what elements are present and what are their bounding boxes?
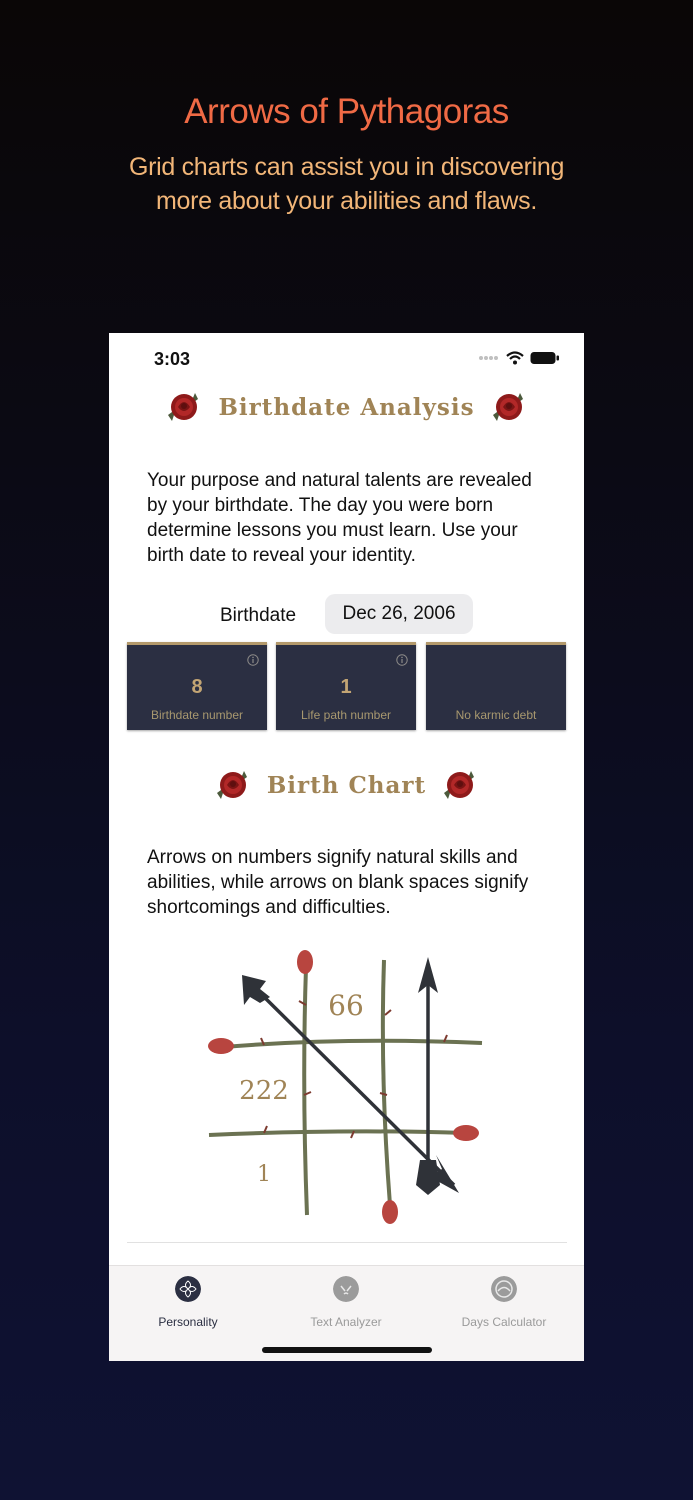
tab-text-analyzer[interactable] bbox=[267, 1276, 425, 1329]
promo-subtitle: Grid charts can assist you in discovering more about your abilities and flaws. bbox=[128, 153, 565, 215]
clover-icon bbox=[175, 1276, 201, 1302]
signal-icon bbox=[478, 355, 500, 361]
grid-stem bbox=[383, 960, 390, 1205]
rose-icon bbox=[438, 763, 482, 807]
grid-cell-222: 222 bbox=[239, 1076, 289, 1106]
birthdate-number-card[interactable] bbox=[127, 642, 267, 730]
rose-bud-icon bbox=[297, 950, 313, 974]
grid-cell-66: 66 bbox=[328, 989, 364, 1022]
arrow-fletching-icon bbox=[416, 1160, 440, 1195]
home-indicator bbox=[262, 1347, 432, 1353]
analysis-header bbox=[109, 385, 584, 429]
tab-text-analyzer-label: Text Analyzer bbox=[310, 1315, 382, 1329]
karmic-debt-label: No karmic debt bbox=[455, 708, 537, 722]
life-path-number-card[interactable] bbox=[276, 642, 416, 730]
status-time: 3:03 bbox=[154, 349, 191, 369]
info-icon[interactable] bbox=[247, 654, 259, 666]
tab-personality-label: Personality bbox=[158, 1315, 218, 1329]
birth-chart-header bbox=[109, 763, 584, 807]
birth-chart-grid bbox=[204, 945, 489, 1230]
status-icons bbox=[478, 351, 560, 365]
life-path-number-label: Life path number bbox=[300, 708, 392, 722]
rose-bud-icon bbox=[382, 1200, 398, 1224]
analysis-description: Your purpose and natural talents are revealed by your birthdate. The day you were born determine lessons you must learn. Use your birth date to reveal your identity. bbox=[147, 470, 532, 566]
tab-days-calculator[interactable] bbox=[425, 1276, 583, 1329]
battery-icon bbox=[530, 351, 560, 365]
tab-personality[interactable] bbox=[109, 1276, 267, 1329]
rose-icon bbox=[162, 385, 206, 429]
birthdate-number-value: 8 bbox=[191, 676, 203, 698]
birth-chart-title: Birth Chart bbox=[266, 771, 427, 799]
text-analyzer-icon bbox=[333, 1276, 359, 1302]
wifi-icon bbox=[506, 351, 524, 365]
grid-cell-1: 1 bbox=[257, 1162, 271, 1187]
birthdate-number-label: Birthdate number bbox=[150, 708, 244, 722]
tab-days-calculator-label: Days Calculator bbox=[461, 1315, 547, 1329]
phone-screen bbox=[109, 333, 584, 1361]
life-path-number-value: 1 bbox=[340, 676, 352, 698]
birth-chart-description: Arrows on numbers signify natural skills and abilities, while arrows on blank spaces signify shortcomings and difficulties. bbox=[147, 847, 529, 918]
karmic-debt-card[interactable] bbox=[426, 642, 566, 730]
rose-bud-icon bbox=[453, 1125, 479, 1141]
info-icon[interactable] bbox=[396, 654, 408, 666]
birthdate-label: Birthdate bbox=[220, 605, 297, 626]
number-cards bbox=[127, 642, 567, 730]
rose-icon bbox=[487, 385, 531, 429]
analysis-title: Birthdate Analysis bbox=[218, 393, 475, 421]
rose-bud-icon bbox=[208, 1038, 234, 1054]
section-divider bbox=[127, 1242, 567, 1243]
days-calculator-icon bbox=[491, 1276, 517, 1302]
birthdate-picker[interactable]: Dec 26, 2006 bbox=[325, 594, 473, 634]
promo-title: Arrows of Pythagoras bbox=[184, 92, 509, 131]
rose-icon bbox=[211, 763, 255, 807]
